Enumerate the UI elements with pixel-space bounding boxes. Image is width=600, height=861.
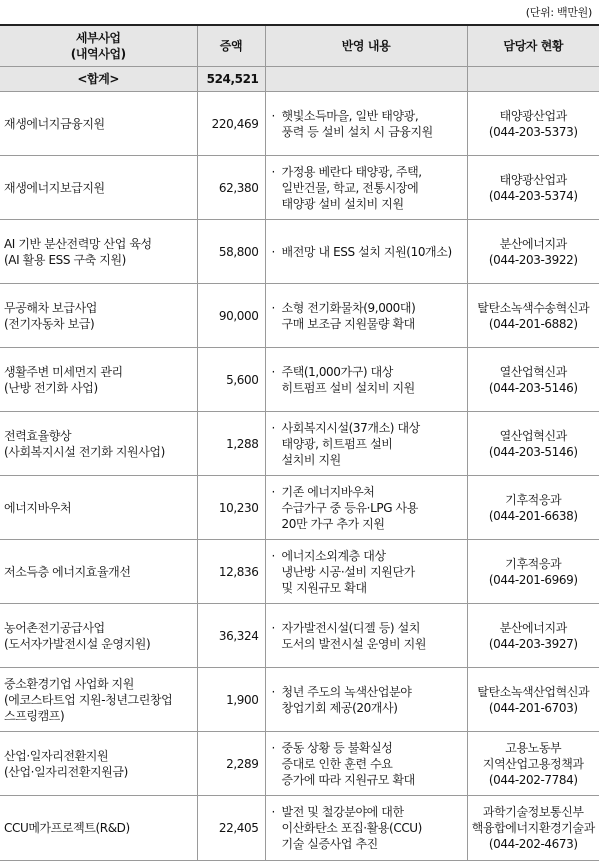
content-line: 사회복지시설(37개소) 대상 <box>281 420 420 435</box>
content-cell <box>265 348 467 412</box>
bullet-icon: · <box>271 300 275 315</box>
content-line: 청년 주도의 녹색산업분야 <box>281 684 412 699</box>
content-line: 일반건물, 학교, 전통시장에 <box>281 180 419 195</box>
project-name: 전력효율향상 (사회복지시설 전기화 지원사업) <box>0 412 197 476</box>
manager-line: 분산에너지과 <box>499 620 567 635</box>
manager-line: 지역산업고용정책과 <box>482 756 584 771</box>
manager-line: 분산에너지과 <box>499 236 567 251</box>
project-name: 에너지바우처 <box>0 476 197 540</box>
bullet-icon: · <box>271 164 275 179</box>
manager-line: 기후적응과 <box>505 492 562 507</box>
amount-value: 62,380 <box>197 156 265 220</box>
amount-value: 90,000 <box>197 284 265 348</box>
bullet-icon: · <box>271 108 275 123</box>
content-line: 냉난방 시공·설비 지원단가 <box>281 564 415 579</box>
content-line: 자가발전시설(디젤 등) 설치 <box>281 620 421 635</box>
manager-cell <box>467 796 599 861</box>
table-row <box>0 220 599 284</box>
content-cell <box>265 220 467 284</box>
project-name: 산업·일자리전환지원 (산업·일자리전환지원금) <box>0 732 197 796</box>
manager-line: 과학기술정보통신부 <box>482 805 584 819</box>
content-cell <box>265 284 467 348</box>
table-row <box>0 668 599 732</box>
content-line: 증가에 따라 지원규모 확대 <box>281 772 415 787</box>
content-line: 에너지소외계층 대상 <box>281 548 386 563</box>
manager-line: (044-202-7784) <box>488 772 578 787</box>
content-line: 중동 상황 등 불확실성 <box>281 740 393 755</box>
manager-cell <box>467 732 599 796</box>
manager-line: (044-201-6882) <box>488 316 578 331</box>
manager-line: 탈탄소녹색산업혁신과 <box>477 684 590 699</box>
content-cell <box>265 796 467 861</box>
manager-line: (044-203-3927) <box>488 636 578 651</box>
project-name: 재생에너지보급지원 <box>0 156 197 220</box>
project-name: 농어촌전기공급사업 (도서자가발전시설 운영지원) <box>0 604 197 668</box>
content-cell <box>265 476 467 540</box>
manager-line: (044-203-3922) <box>488 252 578 267</box>
table-row <box>0 604 599 668</box>
content-line: 구매 보조금 지원물량 확대 <box>281 316 415 331</box>
content-line: 주택(1,000가구) 대상 <box>281 364 393 379</box>
table-row <box>0 476 599 540</box>
header-amount: 증액 <box>197 25 265 67</box>
header-content: 반영 내용 <box>265 25 467 67</box>
content-line: 태양광 설비 설치비 지원 <box>281 196 404 211</box>
manager-cell <box>467 668 599 732</box>
total-label: <합계> <box>0 67 197 92</box>
project-name: AI 기반 분산전력망 산업 육성 (AI 활용 ESS 구축 지원) <box>0 220 197 284</box>
content-cell <box>265 412 467 476</box>
manager-line: (044-201-6638) <box>488 508 578 523</box>
project-name: 저소득층 에너지효율개선 <box>0 540 197 604</box>
budget-table <box>0 24 599 861</box>
manager-line: 열산업혁신과 <box>499 428 567 443</box>
project-name: CCU메가프로젝트(R&D) <box>0 796 197 861</box>
project-name: 생활주변 미세먼지 관리 (난방 전기화 사업) <box>0 348 197 412</box>
content-line: 창업기회 제공(20개사) <box>281 700 398 715</box>
amount-value: 2,289 <box>197 732 265 796</box>
content-cell <box>265 604 467 668</box>
table-row <box>0 732 599 796</box>
manager-cell <box>467 604 599 668</box>
project-name: 중소환경기업 사업화 지원 (에코스타트업 지원-청년그린창업 스프링캠프) <box>0 668 197 732</box>
content-cell <box>265 156 467 220</box>
manager-cell <box>467 284 599 348</box>
amount-value: 1,900 <box>197 668 265 732</box>
manager-line: (044-203-5146) <box>488 380 578 395</box>
content-line: 기술 실증사업 추진 <box>281 837 378 851</box>
bullet-icon: · <box>271 244 275 259</box>
bullet-icon: · <box>271 484 275 499</box>
manager-cell <box>467 220 599 284</box>
bullet-icon: · <box>271 805 275 819</box>
content-line: 가정용 베란다 태양광, 주택, <box>281 164 422 179</box>
content-line: 수급가구 중 등유·LPG 사용 <box>281 500 418 515</box>
manager-cell <box>467 156 599 220</box>
table-row <box>0 284 599 348</box>
amount-value: 36,324 <box>197 604 265 668</box>
manager-line: (044-202-4673) <box>488 837 578 851</box>
content-cell <box>265 540 467 604</box>
table-row <box>0 348 599 412</box>
content-line: 히트펌프 설비 설치비 지원 <box>281 380 415 395</box>
bullet-icon: · <box>271 684 275 699</box>
amount-value: 10,230 <box>197 476 265 540</box>
content-line: 햇빛소득마을, 일반 태양광, <box>281 108 419 123</box>
content-line: 20만 가구 추가 지원 <box>281 516 385 531</box>
manager-line: 태양광산업과 <box>499 172 567 187</box>
manager-line: 탈탄소녹색수송혁신과 <box>477 300 590 315</box>
bullet-icon: · <box>271 740 275 755</box>
unit-label: (단위: 백만원) <box>525 6 592 19</box>
manager-line: 태양광산업과 <box>499 108 567 123</box>
header-manager: 담당자 현황 <box>467 25 599 67</box>
content-line: 발전 및 철강분야에 대한 <box>281 805 404 819</box>
table-row <box>0 412 599 476</box>
content-cell <box>265 668 467 732</box>
manager-line: 열산업혁신과 <box>499 364 567 379</box>
amount-value: 5,600 <box>197 348 265 412</box>
content-line: 이산화탄소 포집·활용(CCU) <box>281 821 422 835</box>
manager-line: 핵융합에너지환경기술과 <box>471 821 595 835</box>
table-row <box>0 156 599 220</box>
table-row <box>0 92 599 156</box>
manager-cell <box>467 412 599 476</box>
manager-line: 기후적응과 <box>505 556 562 571</box>
content-line: 태양광, 히트펌프 설비 <box>281 436 393 451</box>
manager-line: (044-203-5146) <box>488 444 578 459</box>
project-name: 무공해차 보급사업 (전기자동차 보급) <box>0 284 197 348</box>
amount-value: 1,288 <box>197 412 265 476</box>
project-name: 재생에너지금융지원 <box>0 92 197 156</box>
bullet-icon: · <box>271 420 275 435</box>
manager-line: (044-201-6969) <box>488 572 578 587</box>
content-line: 배전망 내 ESS 설치 지원(10개소) <box>281 244 452 259</box>
content-line: 기존 에너지바우처 <box>281 484 375 499</box>
total-row <box>0 67 599 92</box>
manager-line: (044-203-5373) <box>488 124 578 139</box>
manager-line: (044-201-6703) <box>488 700 578 715</box>
content-line: 도서의 발전시설 운영비 지원 <box>281 636 427 651</box>
content-line: 증대로 인한 훈련 수요 <box>281 756 393 771</box>
amount-value: 12,836 <box>197 540 265 604</box>
bullet-icon: · <box>271 364 275 379</box>
manager-cell <box>467 476 599 540</box>
amount-value: 22,405 <box>197 796 265 861</box>
content-cell <box>265 732 467 796</box>
content-cell <box>265 92 467 156</box>
table-row <box>0 796 599 861</box>
total-amount: 524,521 <box>197 67 265 92</box>
amount-value: 58,800 <box>197 220 265 284</box>
content-line: 소형 전기화물차(9,000대) <box>281 300 416 315</box>
manager-line: 고용노동부 <box>505 740 562 755</box>
manager-cell <box>467 348 599 412</box>
content-line: 설치비 지원 <box>281 452 341 467</box>
content-line: 및 지원규모 확대 <box>281 580 367 595</box>
content-line: 풍력 등 설비 설치 시 금융지원 <box>281 124 433 139</box>
manager-cell <box>467 92 599 156</box>
amount-value: 220,469 <box>197 92 265 156</box>
table-row <box>0 540 599 604</box>
bullet-icon: · <box>271 548 275 563</box>
manager-line: (044-203-5374) <box>488 188 578 203</box>
bullet-icon: · <box>271 620 275 635</box>
header-project: 세부사업 (내역사업) <box>0 25 197 67</box>
header-row <box>0 25 599 67</box>
manager-cell <box>467 540 599 604</box>
